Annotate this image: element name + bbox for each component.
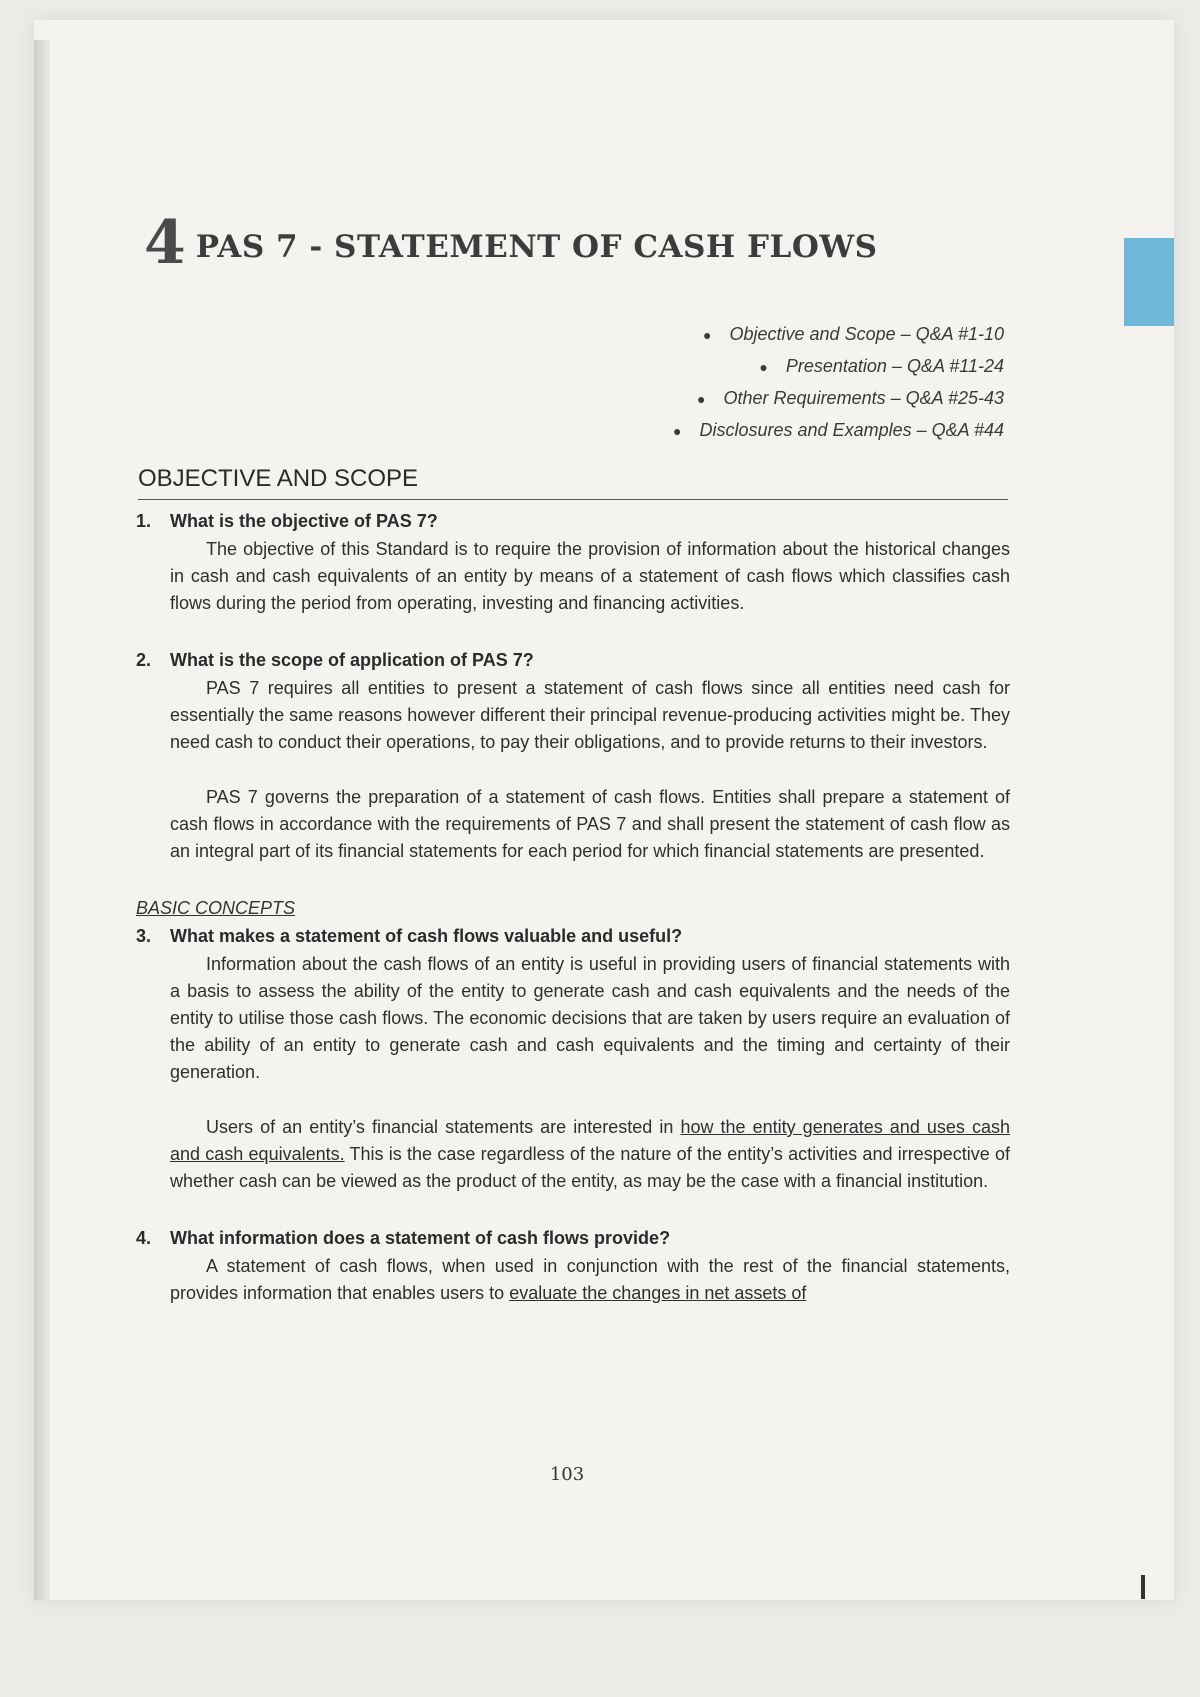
answer-2-paragraph-2: PAS 7 governs the preparation of a statement of cash flows. Entities shall prepare a statement of cash flows in accordance with the requirements of PAS 7 and shall present the statement of cash flow as an integral part of its financial statements for each period for which financial statements are presented.	[170, 787, 1010, 861]
bullet-icon: ●	[697, 391, 706, 407]
answer-2-paragraph-1: PAS 7 requires all entities to present a statement of cash flows since all entities need cash for essentially the same reasons however different their principal revenue-producing activities might be. They need cash to conduct their operations, to pay their obligations, and to provide returns to their investors.	[170, 678, 1010, 752]
question-4: 4. What information does a statement of cash flows provide?	[136, 1228, 671, 1248]
page-number: 103	[549, 1464, 585, 1485]
toc-item: ● Other Requirements – Q&A #25-43	[697, 388, 1004, 408]
toc-item: ● Disclosures and Examples – Q&A #44	[673, 420, 1004, 440]
toc-item: ● Objective and Scope – Q&A #1-10	[703, 324, 1004, 344]
basic-concepts-subheading: BASIC CONCEPTS	[136, 898, 296, 918]
answer-1: The objective of this Standard is to require the provision of information about the historical changes in cash and cash equivalents of an entity by means of a statement of cash flows which classifies cash flows during the period from operating, investing and financing activities.	[170, 539, 1010, 613]
bullet-icon: ●	[759, 359, 768, 375]
chapter-side-tab	[1124, 238, 1174, 326]
answer-3-paragraph-2: Users of an entity’s financial statements are interested in how the entity generates and uses cash and cash equivalents. This is the case regardless of the nature of the entity’s activities and irrespective of whether cash can be viewed as the product of the entity, as may be the case with a financial institution.	[170, 1117, 1010, 1191]
section-heading: OBJECTIVE AND SCOPE	[138, 465, 1008, 500]
chapter-number: 4	[144, 208, 186, 278]
chapter-title: PAS 7 - STATEMENT OF CASH FLOWS	[195, 229, 878, 265]
bullet-icon: ●	[703, 327, 712, 343]
scan-mark	[1141, 1575, 1145, 1599]
underlined-phrase: evaluate the changes in net assets of	[509, 1283, 807, 1303]
question-3: 3. What makes a statement of cash flows valuable and useful?	[136, 926, 683, 946]
answer-4: A statement of cash flows, when used in conjunction with the rest of the financial statements, provides information that enables users to evaluate the changes in net assets of	[170, 1256, 1010, 1303]
bullet-icon: ●	[673, 423, 682, 439]
underlined-phrase: how the entity generates and uses cash and cash equivalents.	[170, 1117, 1010, 1164]
toc-item: ● Presentation – Q&A #11-24	[759, 356, 1004, 376]
question-1: 1. What is the objective of PAS 7?	[136, 511, 438, 531]
page-body	[136, 508, 1010, 1307]
binding-shadow	[34, 40, 50, 1600]
chapter-contents-list	[673, 318, 1004, 446]
chapter-heading	[144, 208, 878, 278]
question-2: 2. What is the scope of application of PAS 7?	[136, 650, 534, 670]
answer-3-paragraph-1: Information about the cash flows of an entity is useful in providing users of financial statements with a basis to assess the ability of the entity to generate cash and cash equivalents and the needs of the entity to utilise those cash flows. The economic decisions that are taken by users require an evaluation of the ability of an entity to generate cash and cash equivalents and the timing and certainty of their generation.	[170, 954, 1010, 1082]
